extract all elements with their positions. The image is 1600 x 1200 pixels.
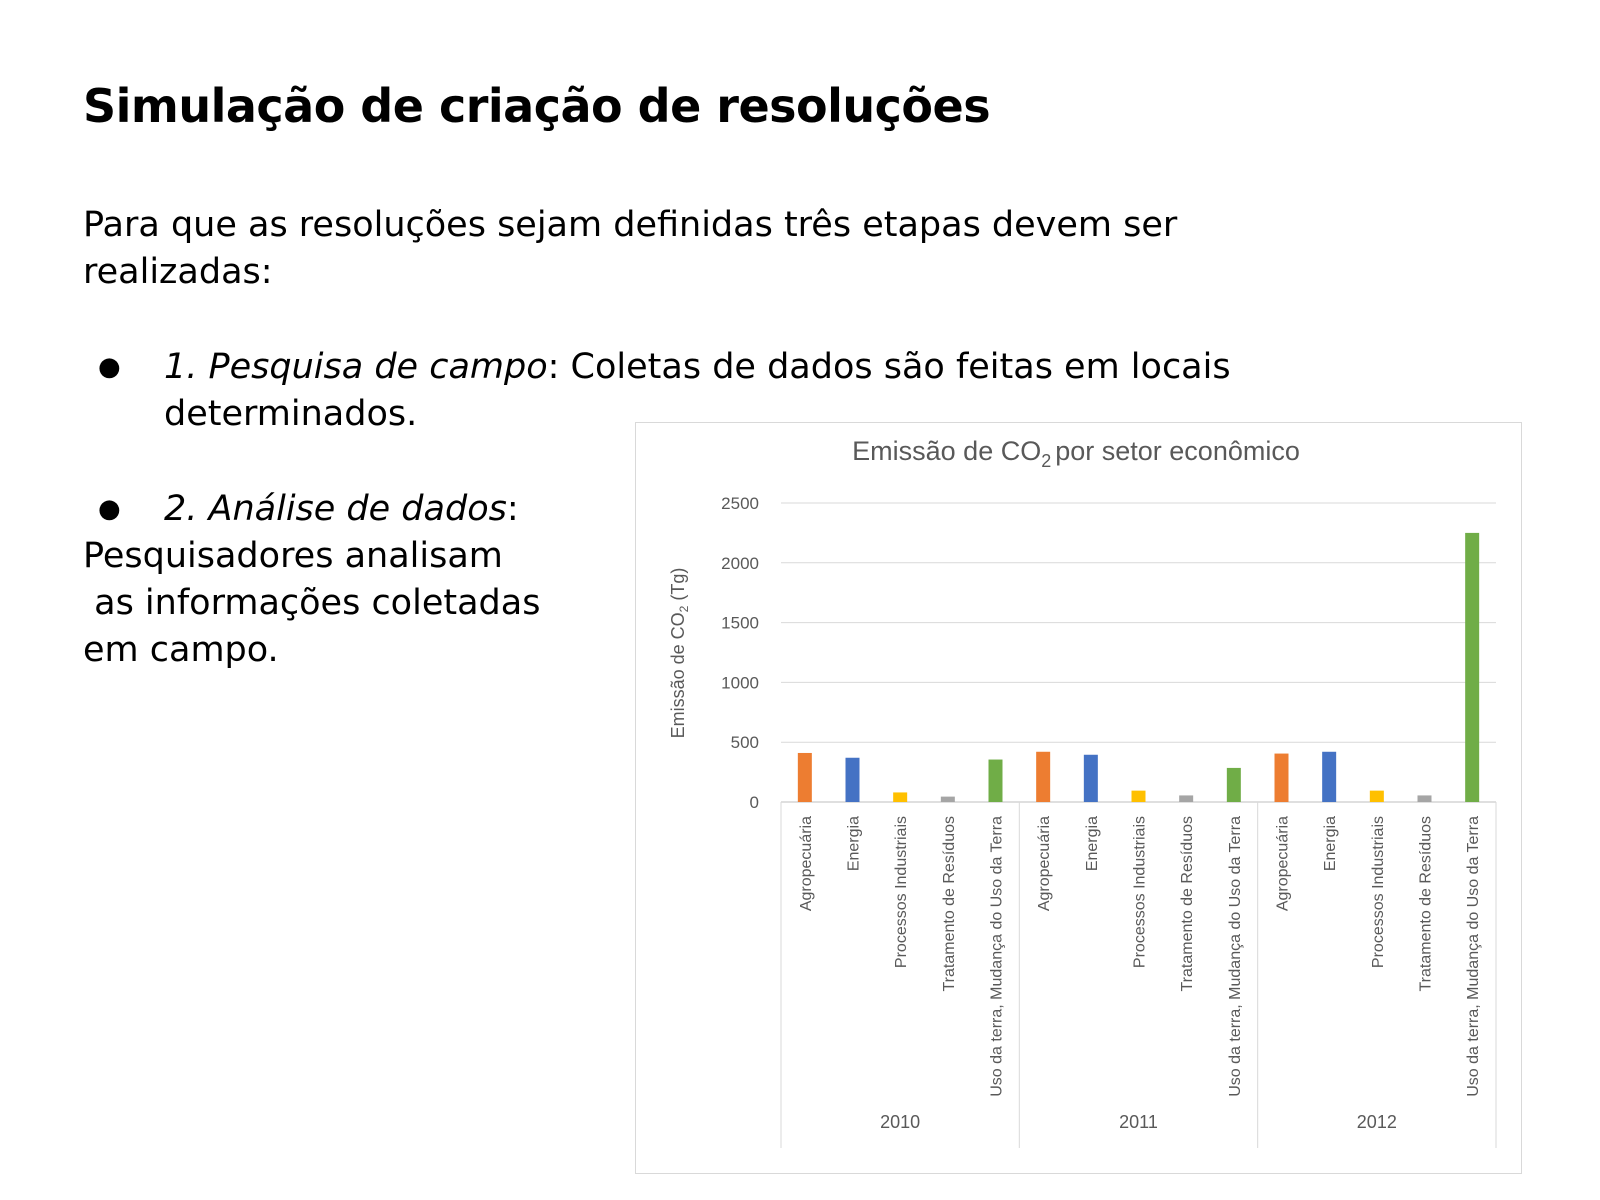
step-1-separator: :: [547, 347, 560, 387]
bar: [1322, 752, 1336, 802]
category-label: Energia: [1322, 816, 1340, 872]
bar: [1418, 795, 1432, 802]
bar: [1227, 768, 1241, 802]
y-tick-label: 0: [749, 793, 759, 812]
step-2-item: [83, 486, 623, 674]
category-label: Tratamento de Resíduos: [940, 816, 958, 992]
category-label: Tratamento de Resíduos: [1417, 816, 1435, 992]
step-2-heading: [83, 486, 623, 533]
bar: [1370, 791, 1384, 802]
chart-title: Emissão de $CO_2$ por setor econômico: [852, 436, 1300, 471]
bullet-icon: ●: [98, 494, 121, 524]
category-label: Uso da terra, Mudança do Uso da Terra: [988, 816, 1006, 1097]
step-2-line: Pesquisadores analisam: [83, 536, 503, 576]
category-label: Agropecuária: [797, 816, 815, 912]
bar: [1036, 752, 1050, 802]
bullet-icon: ●: [98, 352, 121, 382]
category-label: Uso da terra, Mudança do Uso da Terra: [1465, 816, 1483, 1097]
category-label: Energia: [1083, 816, 1101, 872]
bar: [1465, 533, 1479, 802]
intro-paragraph: Para que as resoluções sejam definidas três etapas devem ser realizadas:: [83, 205, 1178, 292]
bar: [1275, 754, 1289, 802]
group-label: 2010: [880, 1112, 921, 1132]
y-tick-label: 1500: [721, 613, 759, 633]
bar: [1179, 795, 1193, 802]
y-tick-label: 2500: [721, 494, 759, 513]
group-label: 2011: [1119, 1112, 1158, 1132]
bar: [989, 760, 1003, 802]
bar: [1132, 791, 1146, 802]
chart-canvas: [636, 423, 1521, 1173]
category-label: Agropecuária: [1274, 816, 1292, 912]
step-2-line: em campo.: [83, 630, 279, 670]
slide-title: Simulação de criação de resoluções: [83, 79, 991, 133]
bar: [941, 797, 955, 802]
category-label: Agropecuária: [1036, 816, 1054, 912]
category-label: Processos Industriais: [1369, 816, 1387, 969]
step-1-label: 1. Pesquisa de campo: [164, 347, 548, 387]
bar: [798, 753, 812, 802]
y-tick-label: 500: [730, 733, 759, 753]
y-axis-label: Emissão de $CO_2$ (Tg): [668, 567, 691, 739]
category-label: Processos Industriais: [1131, 816, 1149, 969]
bar: [893, 792, 907, 802]
y-tick-label: 1000: [721, 673, 759, 693]
step-1-description: Coletas de dados são feitas em locais determinados.: [164, 347, 1231, 434]
emissions-chart: [635, 422, 1522, 1174]
group-label: 2012: [1356, 1112, 1397, 1132]
step-2-line: as informações coletadas: [83, 583, 541, 623]
bar: [1084, 755, 1098, 802]
step-2-separator: :: [506, 489, 519, 529]
category-label: Uso da terra, Mudança do Uso da Terra: [1226, 816, 1244, 1097]
step-2-label: 2. Análise de dados: [164, 489, 507, 529]
category-label: Processos Industriais: [893, 816, 911, 969]
category-label: Energia: [845, 816, 863, 872]
y-tick-label: 2000: [721, 553, 759, 573]
bar: [846, 758, 860, 802]
category-label: Tratamento de Resíduos: [1179, 816, 1197, 992]
